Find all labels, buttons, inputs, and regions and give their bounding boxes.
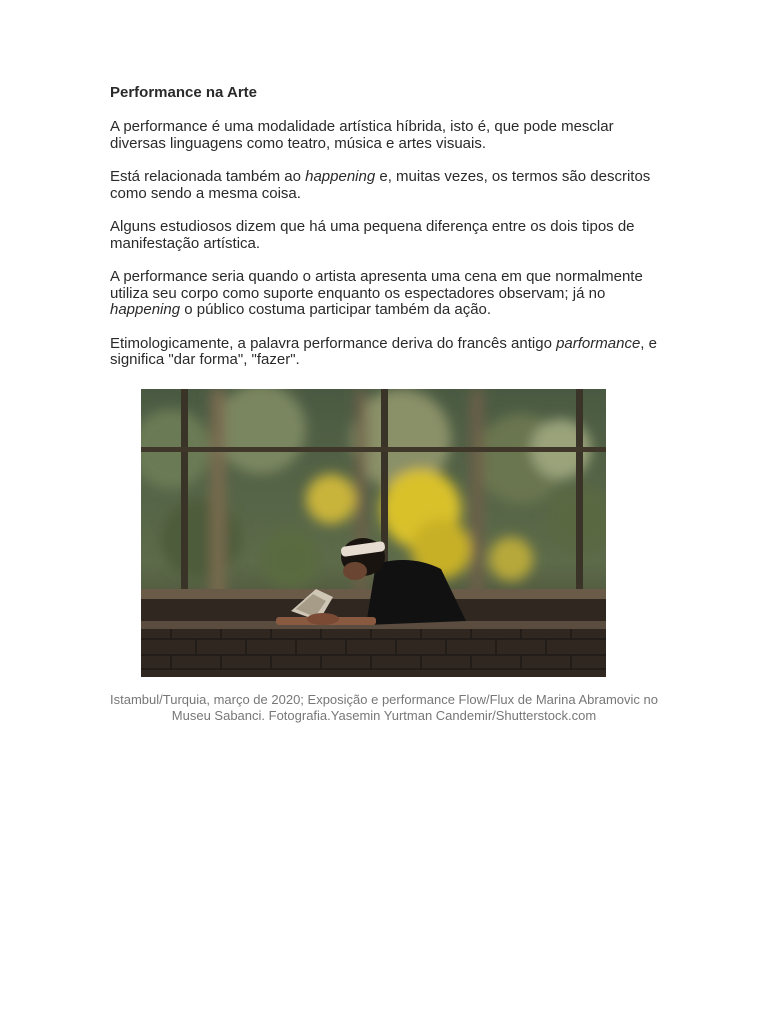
- paragraph-2-emphasis: happening: [305, 168, 376, 185]
- paragraph-5: [110, 336, 670, 369]
- paragraph-5-emphasis: parformance: [556, 334, 641, 352]
- paragraph-1: A performance é uma modalidade artística híbrida, isto é, que pode mesclar diversas linguagens como teatro, música e artes visuais.: [110, 118, 614, 152]
- paragraph-5-text-b: , e significa "dar forma", "fazer".: [110, 334, 657, 368]
- paragraph-4-text-a: A performance seria quando o artista apresenta uma cena em que normalmente utiliza seu corpo como suporte enquanto os espectadores observam; já no: [110, 268, 643, 302]
- photo-illustration: [141, 389, 606, 677]
- paragraph-4-emphasis: happening: [110, 301, 181, 318]
- document-title: Performance na Arte: [110, 84, 257, 101]
- paragraph-5-text-a: Etimologicamente, a palavra performance deriva do francês antigo: [110, 334, 557, 352]
- paragraph-2-text-b: e, muitas vezes, os termos são descritos como sendo a mesma coisa.: [110, 168, 651, 202]
- document-body: [110, 84, 670, 386]
- paragraph-3: Alguns estudiosos dizem que há uma pequena diferença entre os dois tipos de manifestação artística.: [110, 218, 635, 252]
- performance-photo: [141, 389, 606, 677]
- paragraph-4-text-b: o público costuma participar também da ação.: [180, 301, 492, 318]
- photo-caption: Istambul/Turquia, março de 2020; Exposição e performance Flow/Flux de Marina Abramovic no Museu Sabanci. Fotografia.Yasemin Yurtman Candemir/Shutterstock.com: [110, 692, 658, 723]
- paragraph-2-text-a: Está relacionada também ao: [110, 168, 306, 185]
- paragraph-2: [110, 169, 670, 202]
- paragraph-4: [110, 269, 670, 319]
